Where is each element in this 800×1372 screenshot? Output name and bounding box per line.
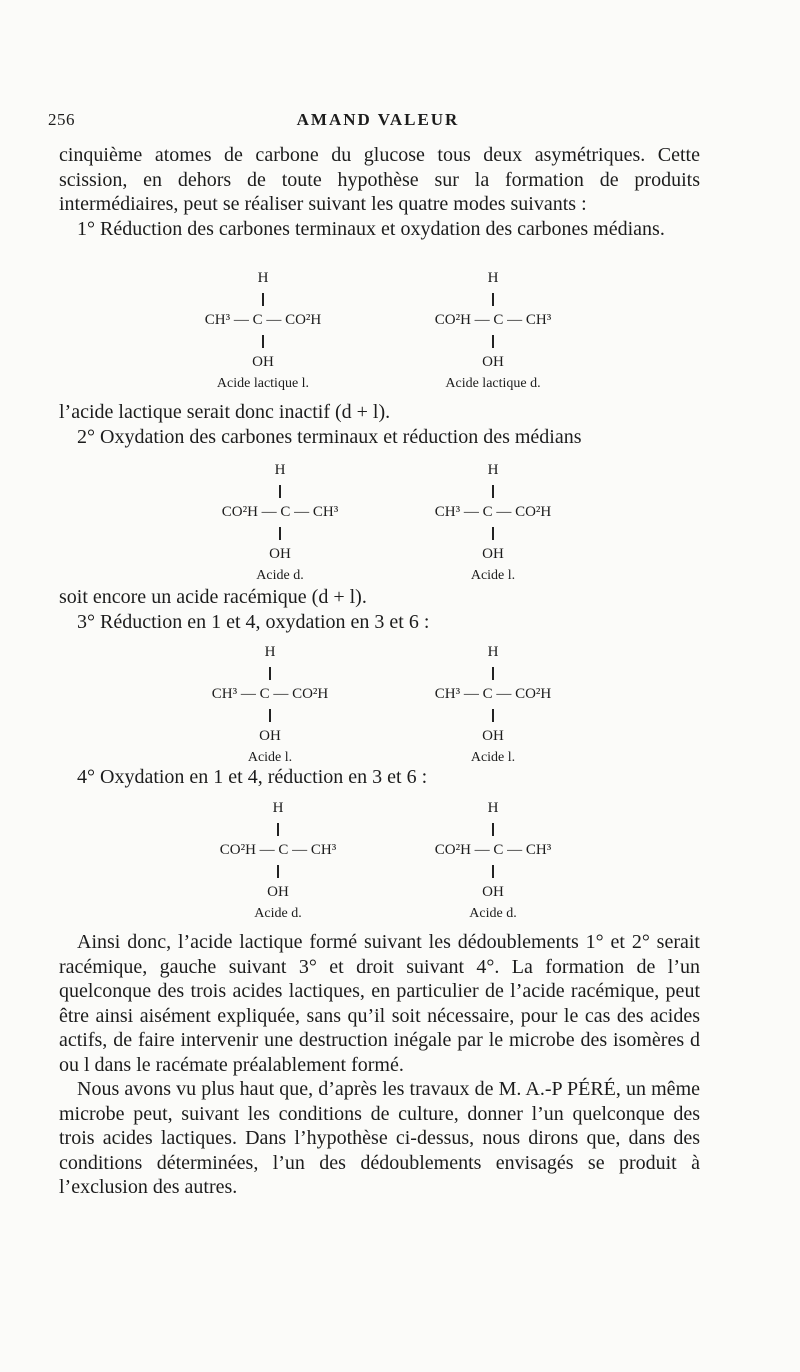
bond-line xyxy=(193,861,363,882)
bond-line xyxy=(178,289,348,310)
formula-middle: CH³ — C — CO²H xyxy=(434,686,552,702)
formula-bottom: OH xyxy=(267,884,289,900)
bond-line xyxy=(408,663,578,684)
paragraph-5: soit encore un acide racémique (d + l). xyxy=(59,586,367,608)
formula-caption: Acide l. xyxy=(470,568,516,583)
formula-middle: CO²H — C — CH³ xyxy=(434,842,552,858)
formula-caption: Acide d. xyxy=(469,906,517,921)
formula-top: H xyxy=(487,270,499,286)
text-block-5 xyxy=(59,930,700,1200)
formula-5 xyxy=(185,642,355,769)
paragraph-4: 2° Oxydation des carbones terminaux et réduction des médians xyxy=(77,425,582,448)
bond-line xyxy=(193,819,363,840)
formula-top: H xyxy=(272,800,284,816)
text-block-4 xyxy=(59,765,700,790)
paragraph-1: cinquième atomes de carbone du glucose tous deux asymétriques. Cette scission, en dehors de toute hypothèse sur la formation de produits intermédiaires, peut se réaliser suivant les quatre modes suivants : xyxy=(59,144,700,215)
formula-caption: Acide lactique l. xyxy=(216,376,310,391)
formula-top: H xyxy=(487,644,499,660)
formula-middle: CH³ — C — CO²H xyxy=(434,504,552,520)
paragraph-8: Ainsi donc, l’acide lactique formé suivant les dédoublements 1° et 2° serait racémique, gauche suivant 3° et droit suivant 4°. La formation de l’un quelconque des trois acides lactiques, en particulier de l’acide racémique, peut être ainsi aisément expliquée, sans qu’il soit nécessaire, pour le cas des acides actifs, de faire intervenir une destruction inégale par le microbe des isomères d ou l dans le racémate préalablement formé. xyxy=(59,931,700,1076)
formula-bottom: OH xyxy=(482,884,504,900)
formula-middle: CH³ — C — CO²H xyxy=(211,686,329,702)
bond-line xyxy=(408,331,578,352)
paragraph-6: 3° Réduction en 1 et 4, oxydation en 3 et 6 : xyxy=(77,610,430,633)
formula-6 xyxy=(408,642,578,769)
formula-middle: CO²H — C — CH³ xyxy=(434,312,552,328)
running-title: AMAND VALEUR xyxy=(296,110,460,129)
bond-line xyxy=(195,523,365,544)
formula-3 xyxy=(195,460,365,587)
bond-line xyxy=(408,861,578,882)
paragraph-9: Nous avons vu plus haut que, d’après les travaux de M. A.-P PÉRÉ, un même microbe peut, suivant les conditions de culture, donner l’un quelconque des trois acides lactiques. Dans l’hypothèse ci-dessus, nous dirons que, dans des conditions déterminées, l’un des dédoublements envisagés se produit à l’exclusion des autres. xyxy=(59,1078,700,1198)
formula-bottom: OH xyxy=(269,546,291,562)
bond-line xyxy=(195,481,365,502)
bond-line xyxy=(408,819,578,840)
formula-caption: Acide lactique d. xyxy=(445,376,541,391)
formula-7 xyxy=(193,798,363,925)
formula-middle: CH³ — C — CO²H xyxy=(204,312,322,328)
text-block-2 xyxy=(59,400,700,449)
bond-line xyxy=(185,705,355,726)
formula-bottom: OH xyxy=(482,546,504,562)
formula-middle: CO²H — C — CH³ xyxy=(219,842,337,858)
formula-4 xyxy=(408,460,578,587)
bond-line xyxy=(178,331,348,352)
formula-top: H xyxy=(274,462,286,478)
bond-line xyxy=(408,523,578,544)
paragraph-3: l’acide lactique serait donc inactif (d + l). xyxy=(59,401,391,423)
text-block-3 xyxy=(59,585,700,634)
bond-line xyxy=(408,481,578,502)
formula-bottom: OH xyxy=(482,354,504,370)
formula-bottom: OH xyxy=(259,728,281,744)
formula-8 xyxy=(408,798,578,925)
page-header xyxy=(48,110,708,136)
page-number: 256 xyxy=(48,110,75,129)
formula-caption: Acide l. xyxy=(470,750,516,765)
formula-caption: Acide d. xyxy=(254,906,302,921)
formula-bottom: OH xyxy=(252,354,274,370)
formula-caption: Acide d. xyxy=(256,568,304,583)
text-block-1 xyxy=(59,143,700,241)
bond-line xyxy=(408,289,578,310)
formula-bottom: OH xyxy=(482,728,504,744)
formula-caption: Acide l. xyxy=(247,750,293,765)
formula-middle: CO²H — C — CH³ xyxy=(221,504,339,520)
bond-line xyxy=(408,705,578,726)
formula-2 xyxy=(408,268,578,395)
formula-top: H xyxy=(264,644,276,660)
paragraph-7: 4° Oxydation en 1 et 4, réduction en 3 et 6 : xyxy=(77,766,428,788)
formula-top: H xyxy=(487,800,499,816)
formula-1 xyxy=(178,268,348,395)
paragraph-2: 1° Réduction des carbones terminaux et oxydation des carbones médians. xyxy=(77,217,665,240)
bond-line xyxy=(185,663,355,684)
formula-top: H xyxy=(487,462,499,478)
formula-top: H xyxy=(257,270,269,286)
